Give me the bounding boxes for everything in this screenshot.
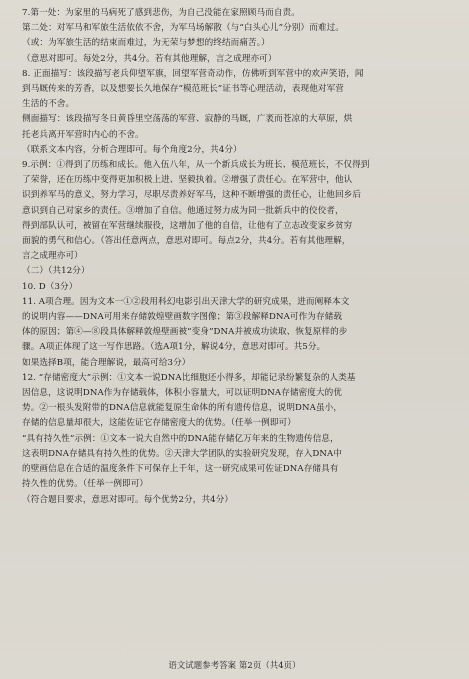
text-line: 体的原因；第④—⑧段具体解释敦煌壁画被“变身”DNA并被成功读取、恢复原样的步	[22, 327, 348, 338]
text-line: 识到养军马的意义，努力学习，尽职尽责养好军马，这种不断增强的责任心，让他回乡后	[22, 190, 362, 201]
text-line: 了荣誉，还在历练中变得更加积极上进、坚毅执着。②增强了责任心。在军营中，他认	[22, 175, 353, 186]
text-line: 7.第一处：为家里的马病死了感到悲伤，为自己没能在家照顾马而自责。	[22, 8, 300, 18]
answer-content	[22, 6, 451, 508]
text-line: 的壁画信息在合适的温度条件下可保存上千年，这一研究成果可佐证DNA存储具有	[22, 464, 339, 475]
text-line: 如果选择B项，能合理解说，最高可给3分）	[22, 357, 191, 368]
text-line: 面貌的勇气和信心。（答出任意两点，意思对即可。每点2分，共4分。若有其他理解，	[22, 236, 351, 247]
text-line: 持久性的优势。（任举一例即可）	[22, 479, 149, 490]
text-line: （意思对即可。每处2分，共4分。若有其他理解，言之成理亦可）	[22, 53, 277, 64]
text-line: 意识到自己对家乡的责任。③增加了自信。他通过努力成为同一批新兵中的佼佼者，	[22, 205, 344, 216]
text-line: 的说明内容——DNA可用来存储敦煌壁画数字图像；第③段解释DNA可作为存储载	[22, 312, 343, 323]
text-line: 这表明DNA存储具有持久性的优势。②天津大学团队的实验研究发现，存入DNA中	[22, 448, 343, 459]
text-line: 第二处：对军马和军旅生活依依不舍，为军马场解散（与“白头心儿”分别）而难过。	[22, 23, 344, 34]
text-line: 势。②一根头发附带的DNA信息就能复原生命体的所有遗传信息，说明DNA虽小，	[22, 403, 343, 414]
page-footer: 语文试题参考答案 第2页（共4页）	[168, 659, 301, 670]
text-line: 得到部队认可，被留在军营继续服役，这增加了他的自信，让他有了立志改变家乡贫穷	[22, 220, 353, 231]
section-heading: （二）（共12分）	[22, 266, 90, 277]
text-line: 11. A项合理。因为文本一①②段用科幻电影引出天津大学的研究成果，进而阐释本文	[22, 296, 350, 307]
text-line: 存储的信息量却很大，这能佐证它存储密度大的优势。（任举一例即可）	[22, 418, 296, 429]
text-line: 因信息，这说明DNA作为存储载体，体积小容量大，可以证明DNA存储密度大的优	[22, 388, 343, 399]
text-line: 10. D（3分）	[22, 281, 78, 292]
text-line: 9.示例：①得到了历练和成长。他入伍八年，从一个新兵成长为班长、模范班长，不仅得到	[22, 160, 370, 171]
text-line: 生活的不舍。	[22, 99, 75, 110]
text-line: 托老兵离开军营时内心的不舍。	[22, 129, 144, 140]
text-line: （联系文本内容，分析合理即可。每个角度2分，共4分）	[22, 144, 242, 155]
text-line: 言之成理亦可）	[22, 251, 83, 262]
text-line: 到马厩传来的芳香，以及想要长久地保存“模范班长”证书等心理活动，表现他对军营	[22, 84, 344, 95]
text-line: 12. “存储密度大”示例：①文本一说DNA比细胞还小得多，却能记录纷繁复杂的人类基	[22, 372, 356, 383]
text-line: 侧面描写：该段描写冬日黄昏里空荡荡的军营、寂静的马厩，广袤而苍凉的大草原，烘	[22, 114, 353, 125]
text-line: 骤。A项正体现了这一写作思路。（选A项1分，解说4分，意思对即可。共5分。	[22, 342, 326, 353]
text-line: “具有持久性”示例：①文本一说大自然中的DNA能存储亿万年来的生物遗传信息，	[22, 433, 339, 444]
text-line: 8. 正面描写：该段描写老兵仰望军旗，回望军营奇动作，仿佛听到军营中的欢声笑语，闻	[22, 68, 364, 79]
text-line: （或：为军旅生活的结束而难过，为无荣与梦想的终结而痛苦。）	[22, 38, 270, 49]
text-line: （符合题目要求，意思对即可。每个优势2分，共4分）	[22, 494, 234, 505]
